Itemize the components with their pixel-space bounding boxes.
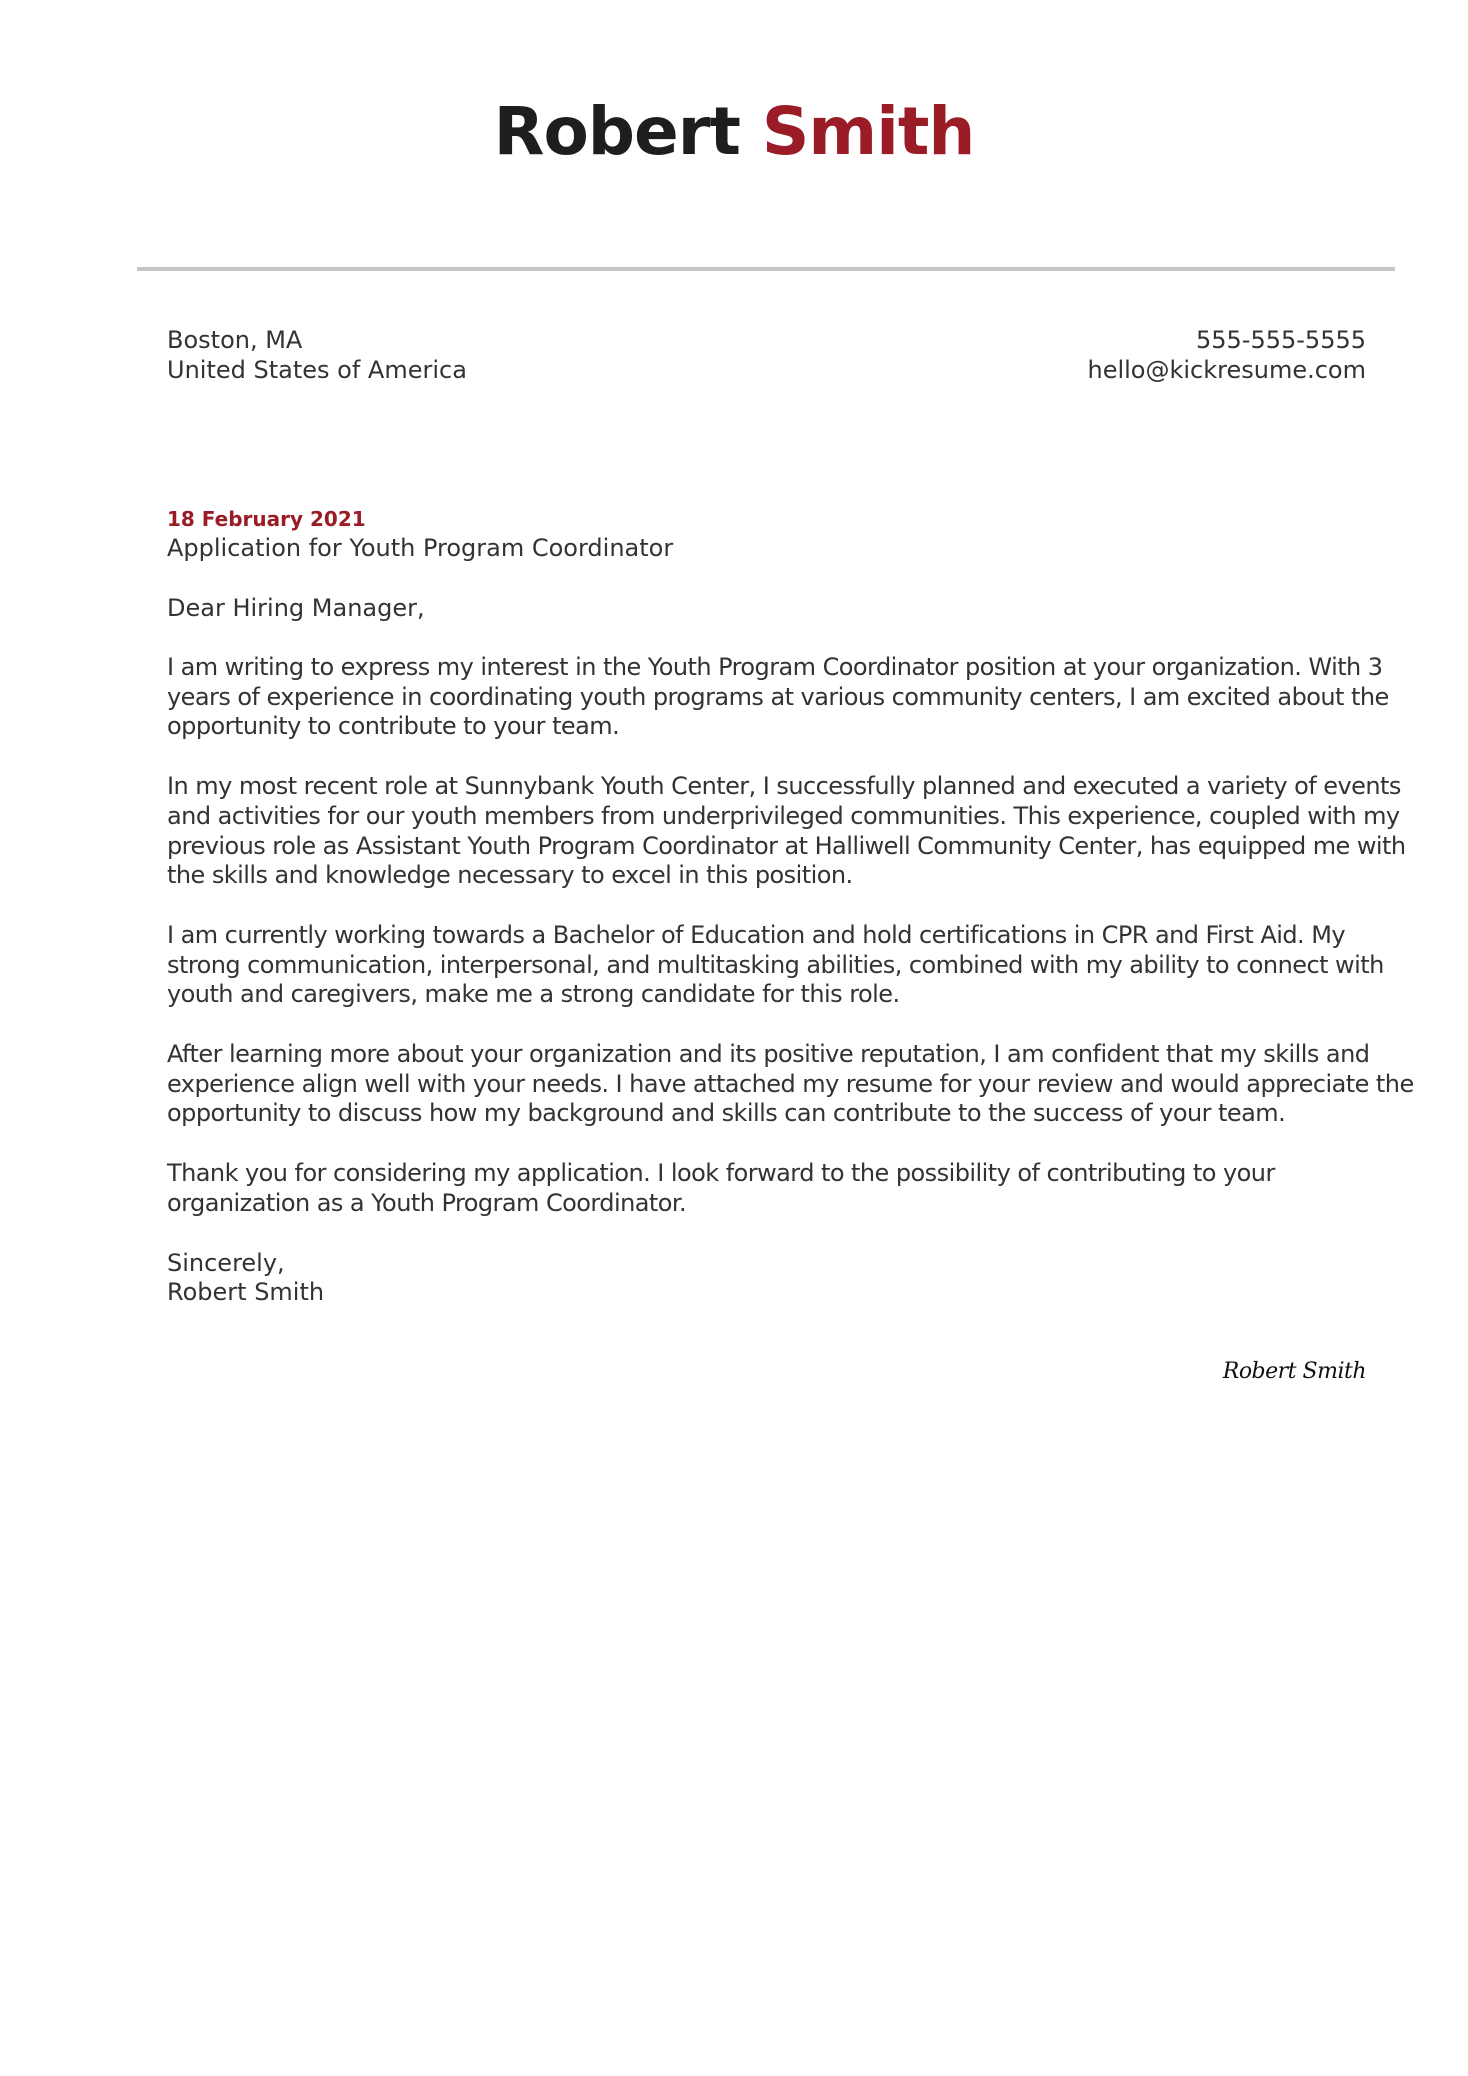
paragraph-line: the skills and knowledge necessary to excel in this position. [167,861,853,890]
paragraph-1 [167,653,1389,742]
closing-name: Robert Smith [167,1278,325,1307]
header-divider [137,267,1395,271]
paragraph-line: I am writing to express my interest in the Youth Program Coordinator position at your organization. With 3 [167,653,1383,681]
paragraph-line: strong communication, interpersonal, and multitasking abilities, combined with my ability to connect with [167,950,1384,979]
paragraph-4 [167,1040,1414,1129]
paragraph-line: organization as a Youth Program Coordinator. [167,1188,687,1217]
letter-subject: Application for Youth Program Coordinator [167,534,674,562]
closing-phrase: Sincerely, [167,1248,285,1277]
letter-body [167,505,1414,1308]
phone-number: 555-555-5555 [1195,326,1366,354]
paragraph-line: experience align well with your needs. I have attached my resume for your review and would appreciate the [167,1069,1414,1098]
paragraph-line: years of experience in coordinating youth programs at various community centers, I am excited about the [167,682,1389,711]
paragraph-3 [167,920,1384,1010]
paragraph-line: Thank you for considering my application. I look forward to the possibility of contributing to your [167,1159,1275,1188]
paragraph-line: In my most recent role at Sunnybank Youth Center, I successfully planned and executed a variety of events [167,772,1401,801]
paragraph-line: I am currently working towards a Bachelor of Education and hold certifications in CPR and First Aid. My [167,920,1346,949]
handwritten-signature: Robert Smith [1222,1359,1366,1384]
paragraph-line: opportunity to discuss how my background and skills can contribute to the success of your team. [167,1099,1286,1128]
closing-block [167,1249,1367,1308]
city: Boston, MA [167,326,303,354]
paragraph-line: youth and caregivers, make me a strong candidate for this role. [167,980,900,1009]
paragraph-line: After learning more about your organization and its positive reputation, I am confident that my skills and [167,1040,1370,1069]
applicant-name [0,92,1468,172]
letter-date: 18 February 2021 [167,507,366,531]
last-name: Smith [761,93,975,170]
paragraph-2 [167,772,1406,891]
greeting: Dear Hiring Manager, [167,594,425,622]
email-address: hello@kickresume.com [1087,356,1366,384]
paragraph-line: previous role as Assistant Youth Program Coordinator at Halliwell Community Center, has equipped me with [167,831,1406,860]
first-name: Robert [493,93,740,170]
contact-block [1087,325,1366,385]
paragraph-line: opportunity to contribute to your team. [167,712,620,741]
paragraph-line: and activities for our youth members from underprivileged communities. This experience, coupled with my [167,801,1400,830]
address-block [167,325,467,385]
paragraph-5 [167,1159,1367,1218]
country: United States of America [167,356,467,384]
